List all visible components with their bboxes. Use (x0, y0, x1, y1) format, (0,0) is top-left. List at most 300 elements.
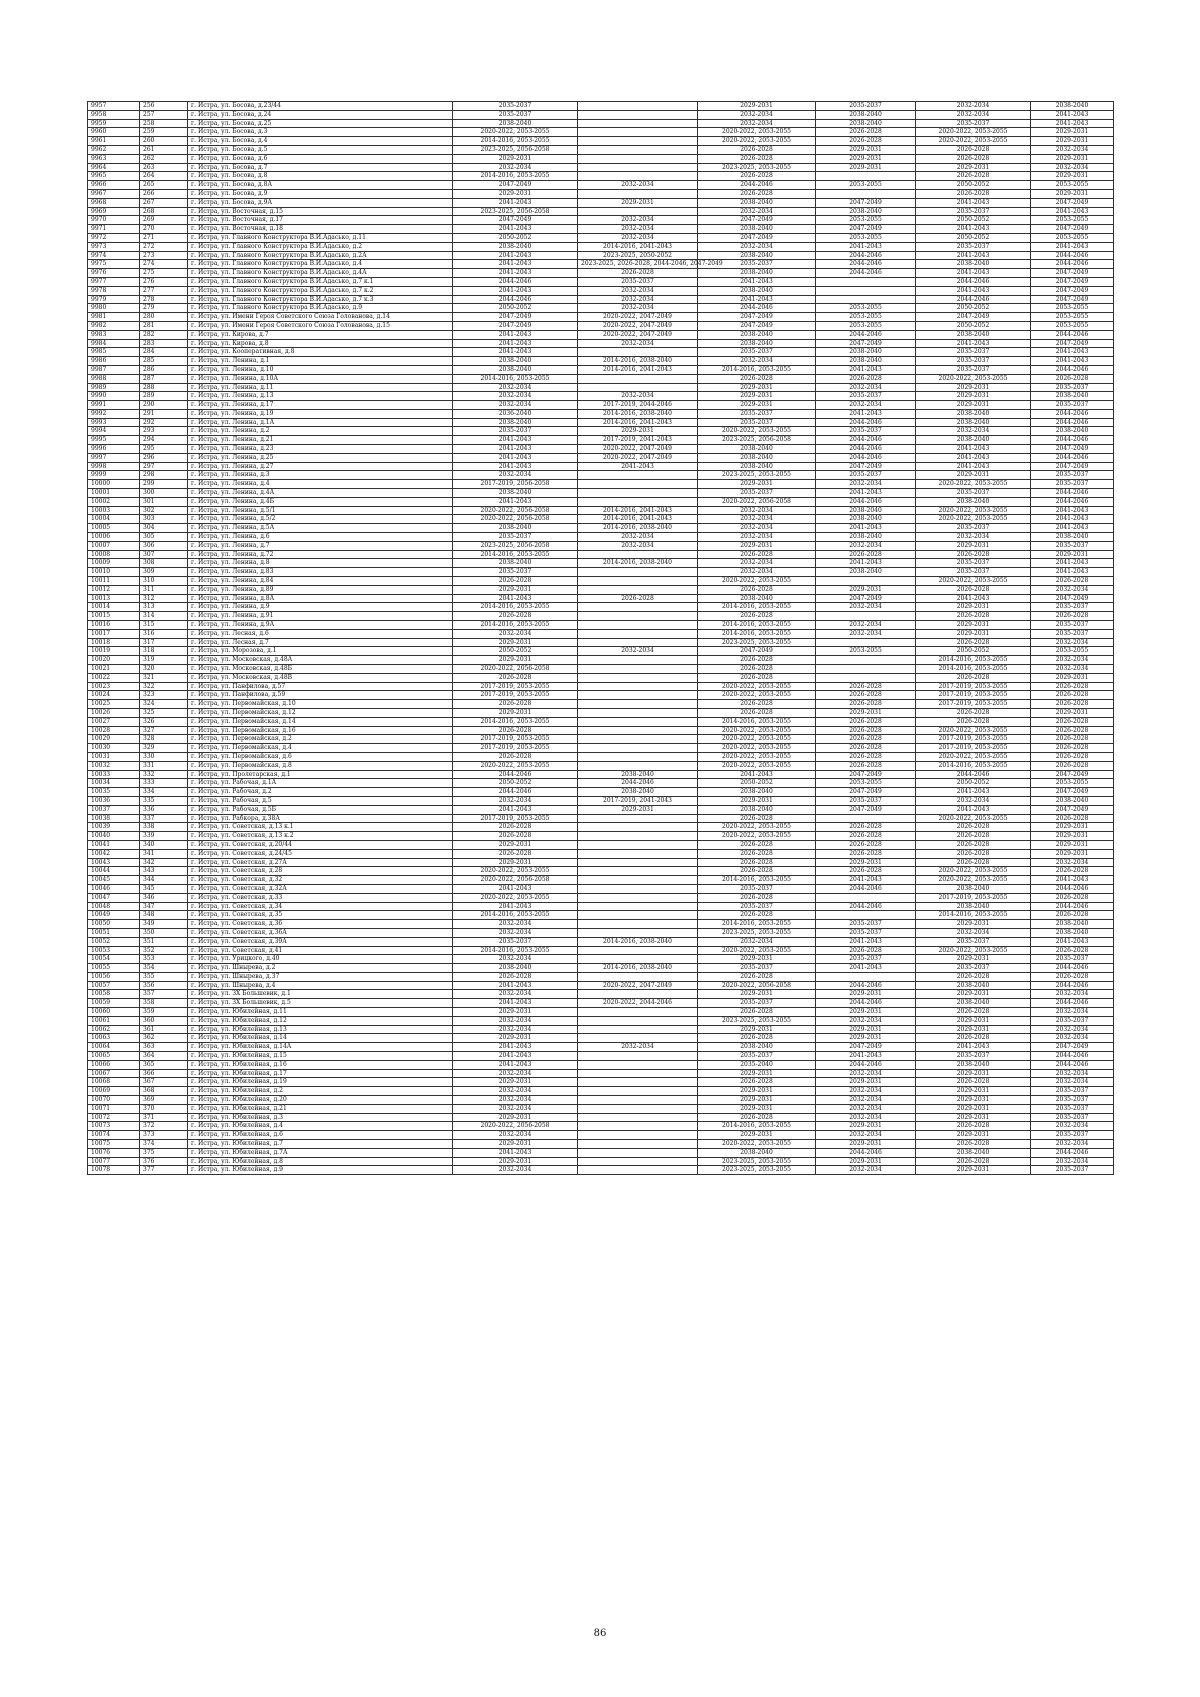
table-row (88, 198, 1114, 207)
cell-period-f: 2026-2028 (1031, 814, 1114, 823)
cell-period-b (578, 1131, 698, 1140)
cell-period-a: 2044-2046 (453, 295, 578, 304)
table-row (88, 277, 1114, 286)
cell-row-number: 301 (140, 497, 188, 506)
cell-period-f: 2053-2055 (1031, 181, 1114, 190)
cell-period-d: 2053-2055 (816, 321, 916, 330)
cell-period-d (816, 893, 916, 902)
cell-period-e: 2026-2028 (916, 1157, 1031, 1166)
cell-period-c: 2023-2025, 2053-2055 (698, 638, 816, 647)
cell-address: г. Истра, ул. Юбилейная, д.19 (188, 1078, 453, 1087)
cell-address: г. Истра, ул. Восточная, д.17 (188, 216, 453, 225)
cell-address: г. Истра, ул. Босова, д.9А (188, 198, 453, 207)
cell-period-c: 2014-2016, 2053-2055 (698, 920, 816, 929)
cell-period-c: 2023-2025, 2053-2055 (698, 163, 816, 172)
cell-period-b: 2044-2046 (578, 779, 698, 788)
cell-period-a: 2041-2043 (453, 453, 578, 462)
cell-row-id: 10051 (88, 928, 140, 937)
cell-row-number: 268 (140, 207, 188, 216)
cell-row-number: 362 (140, 1034, 188, 1043)
cell-row-number: 289 (140, 392, 188, 401)
table-row (88, 110, 1114, 119)
cell-period-c: 2014-2016, 2053-2055 (698, 629, 816, 638)
cell-period-d: 2032-2034 (816, 401, 916, 410)
cell-period-a: 2047-2049 (453, 313, 578, 322)
table-row (88, 295, 1114, 304)
cell-period-e: 2029-2031 (916, 471, 1031, 480)
cell-period-d: 2044-2046 (816, 902, 916, 911)
cell-period-a: 2041-2043 (453, 348, 578, 357)
cell-period-b (578, 471, 698, 480)
cell-period-e: 2032-2034 (916, 110, 1031, 119)
cell-period-e: 2038-2040 (916, 409, 1031, 418)
cell-period-e: 2041-2043 (916, 198, 1031, 207)
cell-period-b (578, 876, 698, 885)
cell-period-b (578, 128, 698, 137)
cell-period-c: 2044-2046 (698, 304, 816, 313)
cell-period-a: 2044-2046 (453, 277, 578, 286)
cell-period-e: 2020-2022, 2053-2055 (916, 946, 1031, 955)
cell-period-f: 2044-2046 (1031, 260, 1114, 269)
cell-row-id: 9999 (88, 471, 140, 480)
cell-period-e: 2026-2028 (916, 585, 1031, 594)
table-row (88, 172, 1114, 181)
cell-period-b: 2023-2025, 2050-2052 (578, 251, 698, 260)
table-row (88, 453, 1114, 462)
table-row (88, 216, 1114, 225)
cell-row-number: 309 (140, 568, 188, 577)
cell-period-b: 2038-2040 (578, 770, 698, 779)
cell-period-a: 2026-2028 (453, 832, 578, 841)
table-row (88, 207, 1114, 216)
cell-row-number: 293 (140, 427, 188, 436)
cell-address: г. Истра, ул. Ленина, д.1А (188, 418, 453, 427)
cell-period-c: 2032-2034 (698, 357, 816, 366)
cell-period-c: 2026-2028 (698, 1034, 816, 1043)
cell-period-a: 2014-2016, 2053-2055 (453, 137, 578, 146)
cell-period-f: 2047-2049 (1031, 277, 1114, 286)
cell-period-f: 2044-2046 (1031, 1052, 1114, 1061)
cell-period-b (578, 1157, 698, 1166)
cell-address: г. Истра, ул. Московская, д.48В (188, 673, 453, 682)
cell-address: г. Истра, ул. Юбилейная, д.14 (188, 1034, 453, 1043)
cell-period-e: 2050-2052 (916, 233, 1031, 242)
cell-period-e: 2026-2028 (916, 189, 1031, 198)
cell-period-d: 2029-2031 (816, 990, 916, 999)
cell-period-d (816, 638, 916, 647)
cell-address: г. Истра, ул. Советская, д.32 (188, 876, 453, 885)
cell-period-c: 2026-2028 (698, 972, 816, 981)
cell-period-b (578, 814, 698, 823)
cell-period-d (816, 814, 916, 823)
cell-row-number: 347 (140, 902, 188, 911)
cell-row-id: 10010 (88, 568, 140, 577)
cell-row-id: 10077 (88, 1157, 140, 1166)
cell-period-f: 2041-2043 (1031, 515, 1114, 524)
cell-period-c: 2026-2028 (698, 708, 816, 717)
cell-address: г. Истра, ул. Ленина, д.9 (188, 603, 453, 612)
cell-period-a: 2032-2034 (453, 920, 578, 929)
cell-row-number: 371 (140, 1113, 188, 1122)
table-row (88, 374, 1114, 383)
cell-row-id: 9967 (88, 189, 140, 198)
cell-period-e: 2029-2031 (916, 1131, 1031, 1140)
table-row (88, 726, 1114, 735)
cell-period-b (578, 832, 698, 841)
cell-row-number: 350 (140, 928, 188, 937)
cell-address: г. Истра, ул. Советская, д.36 (188, 920, 453, 929)
cell-period-b: 2032-2034 (578, 286, 698, 295)
cell-address: г. Истра, ул. Первомайская, д.8 (188, 761, 453, 770)
cell-row-id: 10075 (88, 1140, 140, 1149)
cell-row-number: 317 (140, 638, 188, 647)
cell-period-f: 2047-2049 (1031, 225, 1114, 234)
cell-row-id: 10017 (88, 629, 140, 638)
cell-period-b (578, 480, 698, 489)
cell-period-d: 2032-2034 (816, 1069, 916, 1078)
table-row (88, 269, 1114, 278)
cell-period-e: 2020-2022, 2053-2055 (916, 374, 1031, 383)
cell-period-a: 2020-2022, 2056-2058 (453, 665, 578, 674)
table-row (88, 814, 1114, 823)
cell-period-d: 2026-2028 (816, 717, 916, 726)
cell-period-c: 2020-2022, 2053-2055 (698, 752, 816, 761)
cell-row-number: 304 (140, 524, 188, 533)
cell-period-e: 2035-2037 (916, 568, 1031, 577)
cell-period-e: 2041-2043 (916, 269, 1031, 278)
cell-period-d (816, 577, 916, 586)
cell-period-b (578, 1060, 698, 1069)
cell-period-e: 2041-2043 (916, 1043, 1031, 1052)
cell-period-f: 2035-2037 (1031, 541, 1114, 550)
cell-period-e: 2026-2028 (916, 638, 1031, 647)
cell-period-c: 2014-2016, 2053-2055 (698, 717, 816, 726)
cell-period-b (578, 1034, 698, 1043)
table-row (88, 832, 1114, 841)
cell-period-b (578, 603, 698, 612)
cell-period-e: 2026-2028 (916, 673, 1031, 682)
cell-period-d: 2044-2046 (816, 330, 916, 339)
table-row (88, 137, 1114, 146)
cell-period-e: 2029-2031 (916, 955, 1031, 964)
cell-period-f: 2041-2043 (1031, 110, 1114, 119)
cell-row-number: 299 (140, 480, 188, 489)
table-row (88, 304, 1114, 313)
cell-period-e: 2032-2034 (916, 796, 1031, 805)
cell-period-c: 2032-2034 (698, 242, 816, 251)
cell-period-b: 2017-2019, 2041-2043 (578, 436, 698, 445)
cell-period-c: 2020-2022, 2053-2055 (698, 691, 816, 700)
cell-period-f: 2038-2040 (1031, 392, 1114, 401)
cell-row-number: 318 (140, 647, 188, 656)
cell-row-id: 10049 (88, 911, 140, 920)
cell-period-f: 2038-2040 (1031, 928, 1114, 937)
cell-period-b: 2020-2022, 2047-2049 (578, 330, 698, 339)
cell-address: г. Истра, ул. Юбилейная, д.2 (188, 1087, 453, 1096)
cell-row-id: 10026 (88, 708, 140, 717)
cell-period-b: 2032-2034 (578, 225, 698, 234)
cell-period-a: 2026-2028 (453, 752, 578, 761)
cell-period-c: 2038-2040 (698, 445, 816, 454)
cell-period-d: 2032-2034 (816, 383, 916, 392)
cell-period-c: 2032-2034 (698, 533, 816, 542)
cell-address: г. Истра, ул. Главного Конструктора В.И.Адасько, д.7 к.2 (188, 286, 453, 295)
table-row (88, 981, 1114, 990)
cell-period-f: 2035-2037 (1031, 1087, 1114, 1096)
cell-period-b (578, 1113, 698, 1122)
cell-period-d: 2044-2046 (816, 884, 916, 893)
cell-period-e: 2020-2022, 2053-2055 (916, 577, 1031, 586)
cell-period-d: 2038-2040 (816, 533, 916, 542)
table-row (88, 656, 1114, 665)
cell-period-d: 2026-2028 (816, 700, 916, 709)
table-row (88, 1122, 1114, 1131)
cell-period-d: 2044-2046 (816, 981, 916, 990)
cell-period-a: 2032-2034 (453, 629, 578, 638)
cell-period-e: 2029-2031 (916, 392, 1031, 401)
cell-row-id: 9972 (88, 233, 140, 242)
cell-period-c: 2020-2022, 2053-2055 (698, 1140, 816, 1149)
cell-address: г. Истра, ул. Морозова, д.1 (188, 647, 453, 656)
cell-period-b (578, 893, 698, 902)
cell-period-e: 2038-2040 (916, 999, 1031, 1008)
cell-period-c: 2020-2022, 2053-2055 (698, 946, 816, 955)
table-row (88, 401, 1114, 410)
cell-period-c: 2041-2043 (698, 295, 816, 304)
cell-period-b (578, 189, 698, 198)
cell-address: г. Истра, ул. Пролетарская, д.1 (188, 770, 453, 779)
cell-period-c: 2026-2028 (698, 612, 816, 621)
cell-address: г. Истра, ул. Кооперативная, д.8 (188, 348, 453, 357)
cell-address: г. Истра, ул. Советская, д.27А (188, 858, 453, 867)
cell-row-number: 344 (140, 876, 188, 885)
cell-period-e: 2026-2028 (916, 1140, 1031, 1149)
cell-period-d: 2029-2031 (816, 1078, 916, 1087)
cell-period-c: 2029-2031 (698, 1131, 816, 1140)
cell-period-f: 2035-2037 (1031, 1113, 1114, 1122)
cell-period-c: 2026-2028 (698, 145, 816, 154)
cell-address: г. Истра, ул. Ленина, д.17 (188, 401, 453, 410)
cell-row-number: 373 (140, 1131, 188, 1140)
cell-period-f: 2038-2040 (1031, 920, 1114, 929)
cell-address: г. Истра, ул. Юбилейная, д.11 (188, 1008, 453, 1017)
cell-row-number: 307 (140, 550, 188, 559)
cell-period-c: 2020-2022, 2053-2055 (698, 823, 816, 832)
cell-period-e: 2035-2037 (916, 1052, 1031, 1061)
cell-address: г. Истра, ул. Ленина, д.72 (188, 550, 453, 559)
cell-address: г. Истра, ул. Босова, д.4 (188, 137, 453, 146)
cell-row-id: 9994 (88, 427, 140, 436)
cell-period-b (578, 717, 698, 726)
table-row (88, 251, 1114, 260)
cell-period-b: 2014-2016, 2041-2043 (578, 418, 698, 427)
table-row (88, 708, 1114, 717)
cell-row-id: 10023 (88, 682, 140, 691)
cell-period-b (578, 708, 698, 717)
cell-row-id: 10018 (88, 638, 140, 647)
cell-period-f: 2035-2037 (1031, 401, 1114, 410)
cell-row-id: 10007 (88, 541, 140, 550)
cell-period-f: 2044-2046 (1031, 409, 1114, 418)
cell-period-f: 2047-2049 (1031, 286, 1114, 295)
cell-address: г. Истра, ул. Босова, д.23/44 (188, 102, 453, 111)
cell-period-f: 2032-2034 (1031, 163, 1114, 172)
cell-period-e: 2026-2028 (916, 612, 1031, 621)
cell-address: г. Истра, ул. Юбилейная, д.20 (188, 1096, 453, 1105)
cell-period-c: 2029-2031 (698, 392, 816, 401)
cell-row-number: 267 (140, 198, 188, 207)
cell-period-f: 2047-2049 (1031, 339, 1114, 348)
cell-period-e: 2029-2031 (916, 1025, 1031, 1034)
cell-period-f: 2047-2049 (1031, 805, 1114, 814)
cell-period-b: 2017-2019, 2041-2043 (578, 796, 698, 805)
table-row (88, 436, 1114, 445)
cell-period-f: 2035-2037 (1031, 471, 1114, 480)
cell-period-e: 2029-2031 (916, 1069, 1031, 1078)
cell-period-b (578, 383, 698, 392)
cell-address: г. Истра, ул. Главного Конструктора В.И.Адасько, д.9 (188, 304, 453, 313)
cell-period-f: 2026-2028 (1031, 761, 1114, 770)
cell-period-d: 2032-2034 (816, 1131, 916, 1140)
cell-period-a: 2029-2031 (453, 1140, 578, 1149)
cell-period-e: 2041-2043 (916, 251, 1031, 260)
cell-row-number: 324 (140, 700, 188, 709)
cell-period-b: 2032-2034 (578, 339, 698, 348)
cell-period-f: 2035-2037 (1031, 621, 1114, 630)
cell-period-f: 2044-2046 (1031, 999, 1114, 1008)
cell-period-c: 2029-2031 (698, 541, 816, 550)
cell-period-b (578, 972, 698, 981)
cell-period-c: 2047-2049 (698, 647, 816, 656)
cell-address: г. Истра, ул. Советская, д.41 (188, 946, 453, 955)
cell-period-a: 2032-2034 (453, 471, 578, 480)
cell-period-c: 2035-2037 (698, 999, 816, 1008)
table-row (88, 603, 1114, 612)
cell-period-a: 2044-2046 (453, 770, 578, 779)
cell-address: г. Истра, ул. Ленина, д.8А (188, 594, 453, 603)
cell-row-id: 10061 (88, 1016, 140, 1025)
cell-address: г. Истра, ул. Главного Конструктора В.И.Адасько, д.7 к.3 (188, 295, 453, 304)
table-row (88, 577, 1114, 586)
cell-period-d: 2026-2028 (816, 823, 916, 832)
cell-address: г. Истра, ул. Ленина, д.27 (188, 462, 453, 471)
cell-period-b: 2038-2040 (578, 788, 698, 797)
cell-period-a: 2026-2028 (453, 849, 578, 858)
cell-row-number: 369 (140, 1096, 188, 1105)
cell-period-c: 2047-2049 (698, 313, 816, 322)
cell-period-f: 2038-2040 (1031, 533, 1114, 542)
cell-period-e: 2020-2022, 2053-2055 (916, 506, 1031, 515)
cell-period-f: 2047-2049 (1031, 1043, 1114, 1052)
cell-period-f: 2044-2046 (1031, 436, 1114, 445)
cell-address: г. Истра, ул. Главного Конструктора В.И.Адасько, д.11 (188, 233, 453, 242)
cell-row-number: 323 (140, 691, 188, 700)
cell-period-d: 2053-2055 (816, 233, 916, 242)
cell-period-b: 2020-2022, 2047-2049 (578, 445, 698, 454)
cell-period-c: 2035-2037 (698, 1052, 816, 1061)
cell-period-a: 2038-2040 (453, 524, 578, 533)
cell-period-f: 2044-2046 (1031, 981, 1114, 990)
cell-period-f: 2044-2046 (1031, 884, 1114, 893)
cell-address: г. Истра, ул. Ленина, д.7 (188, 541, 453, 550)
cell-row-number: 274 (140, 260, 188, 269)
cell-row-id: 10056 (88, 972, 140, 981)
cell-address: г. Истра, ул. Первомайская, д.6 (188, 752, 453, 761)
cell-address: г. Истра, ул. Советская, д.33 (188, 893, 453, 902)
cell-period-e: 2032-2034 (916, 427, 1031, 436)
cell-period-e: 2038-2040 (916, 902, 1031, 911)
cell-row-number: 291 (140, 409, 188, 418)
table-row (88, 145, 1114, 154)
table-row (88, 990, 1114, 999)
cell-period-d: 2029-2031 (816, 858, 916, 867)
cell-period-c: 2041-2043 (698, 277, 816, 286)
cell-period-a: 2026-2028 (453, 577, 578, 586)
cell-row-number: 306 (140, 541, 188, 550)
cell-period-d: 2053-2055 (816, 181, 916, 190)
cell-row-number: 256 (140, 102, 188, 111)
cell-period-f: 2029-2031 (1031, 849, 1114, 858)
cell-period-c: 2038-2040 (698, 594, 816, 603)
cell-address: г. Истра, ул. Советская, д.13 к.2 (188, 832, 453, 841)
cell-period-d (816, 911, 916, 920)
cell-period-d: 2026-2028 (816, 550, 916, 559)
cell-period-f: 2047-2049 (1031, 295, 1114, 304)
cell-address: г. Истра, ул. Главного Конструктора В.И.Адасько, д.7 к.1 (188, 277, 453, 286)
cell-period-b (578, 1148, 698, 1157)
cell-period-c: 2026-2028 (698, 893, 816, 902)
cell-address: г. Истра, ул. Московская, д.48Б (188, 665, 453, 674)
table-row (88, 550, 1114, 559)
cell-period-d: 2044-2046 (816, 436, 916, 445)
cell-period-e: 2026-2028 (916, 717, 1031, 726)
cell-period-b: 2014-2016, 2041-2043 (578, 515, 698, 524)
cell-row-number: 292 (140, 418, 188, 427)
cell-row-id: 9991 (88, 401, 140, 410)
cell-period-e: 2044-2046 (916, 295, 1031, 304)
cell-period-f: 2041-2043 (1031, 357, 1114, 366)
cell-period-d: 2029-2031 (816, 1157, 916, 1166)
cell-address: г. Истра, ул. Босова, д.9 (188, 189, 453, 198)
cell-row-number: 296 (140, 453, 188, 462)
cell-period-d: 2038-2040 (816, 568, 916, 577)
cell-period-c: 2020-2022, 2056-2058 (698, 497, 816, 506)
cell-row-number: 357 (140, 990, 188, 999)
cell-period-c: 2038-2040 (698, 330, 816, 339)
cell-period-f: 2053-2055 (1031, 779, 1114, 788)
table-row (88, 497, 1114, 506)
cell-period-f: 2032-2034 (1031, 1078, 1114, 1087)
cell-address: г. Истра, ул. Рабочая, д.1А (188, 779, 453, 788)
cell-address: г. Истра, ул. Восточная, д.15 (188, 207, 453, 216)
cell-period-f: 2032-2034 (1031, 1157, 1114, 1166)
cell-address: г. Истра, ул. Советская, д.13 к.1 (188, 823, 453, 832)
cell-period-e: 2029-2031 (916, 629, 1031, 638)
cell-period-d (816, 673, 916, 682)
cell-period-c: 2047-2049 (698, 321, 816, 330)
cell-period-d: 2026-2028 (816, 374, 916, 383)
cell-period-a: 2047-2049 (453, 321, 578, 330)
table-row (88, 189, 1114, 198)
table-row (88, 1016, 1114, 1025)
cell-row-id: 10069 (88, 1087, 140, 1096)
cell-period-c: 2029-2031 (698, 102, 816, 111)
cell-address: г. Истра, ул. Юбилейная, д.14А (188, 1043, 453, 1052)
cell-row-number: 326 (140, 717, 188, 726)
cell-address: г. Истра, ул. Советская, д.39А (188, 937, 453, 946)
cell-period-e: 2035-2037 (916, 348, 1031, 357)
cell-row-id: 9966 (88, 181, 140, 190)
